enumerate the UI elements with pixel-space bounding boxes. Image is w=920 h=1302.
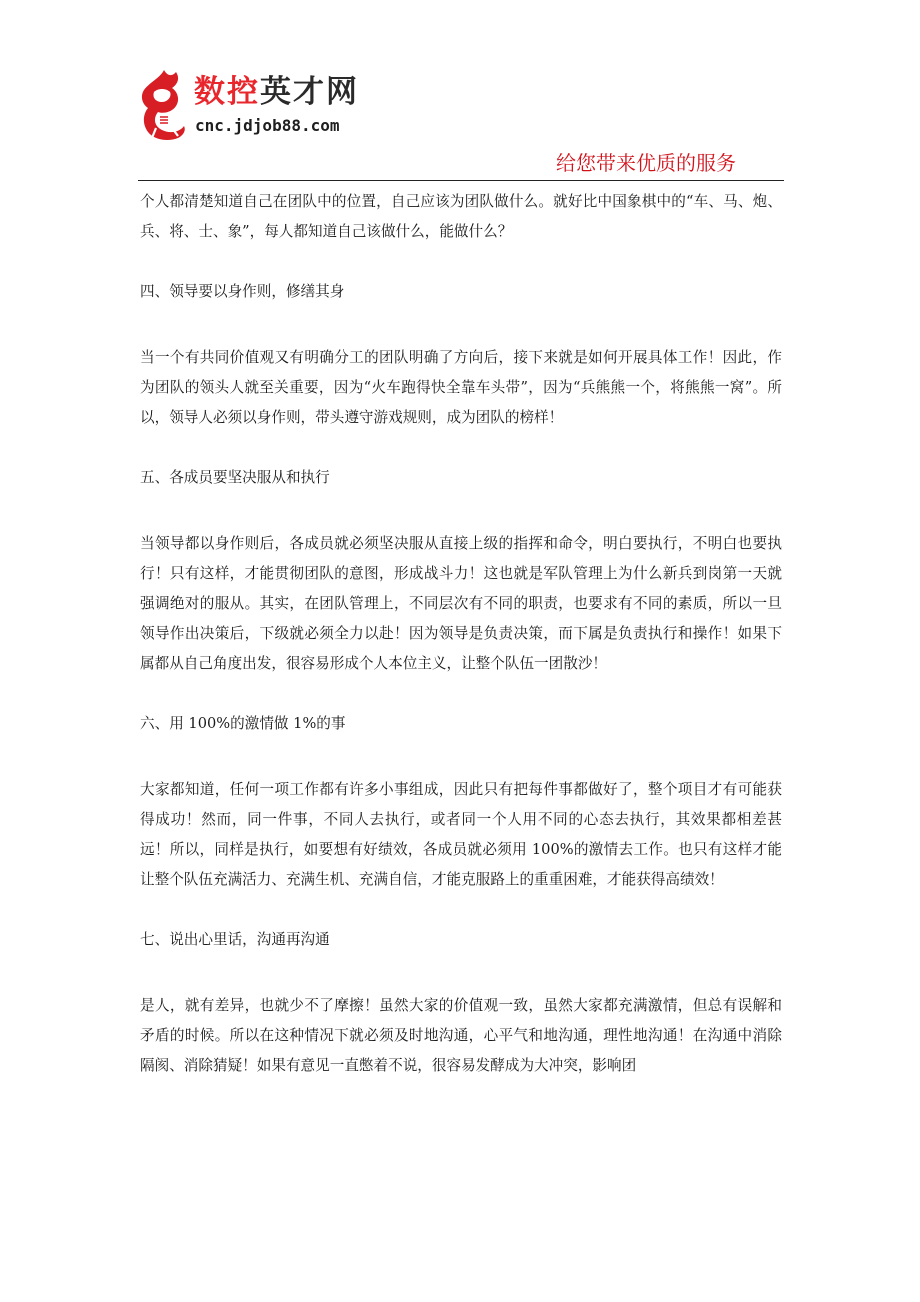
paragraph-section-6: 大家都知道，任何一项工作都有许多小事组成，因此只有把每件事都做好了，整个项目才有可能获得成功！然而，同一件事，不同人去执行，或者同一个人用不同的心态去执行，其效果都相差甚远！所以，同样是执行，如要想有好绩效，各成员就必须用 100%的激情去工作。也只有这样才能让整个队伍充满活力、充满生机、充满自信，才能克服路上的重重困难，才能获得高绩效！	[140, 781, 782, 888]
paragraph-section-5: 当领导都以身作则后，各成员就必须坚决服从直接上级的指挥和命令，明白要执行，不明白也要执行！只有这样，才能贯彻团队的意图，形成战斗力！这也就是军队管理上为什么新兵到岗第一天就强调绝对的服从。其实，在团队管理上，不同层次有不同的职责，也要求有不同的素质，所以一旦领导作出决策后，下级就必须全力以赴！因为领导是负责决策，而下属是负责执行和操作！如果下属都从自己角度出发，很容易形成个人本位主义，让整个队伍一团散沙！	[140, 535, 782, 672]
brand-name	[194, 74, 359, 110]
section-heading-5: 五、各成员要坚决服从和执行	[140, 469, 330, 486]
brand-name-part1: 数控	[194, 74, 260, 110]
brand-name-part2: 英才网	[260, 74, 359, 110]
section-heading-4: 四、领导要以身作则，修缮其身	[140, 283, 345, 300]
brand-url: cnc.jdjob88.com	[195, 116, 340, 135]
section-heading-6: 六、用 100%的激情做 1%的事	[140, 715, 346, 732]
section-heading-7: 七、说出心里话，沟通再沟通	[140, 931, 330, 948]
brand-logo-icon	[140, 68, 188, 144]
page-header	[0, 0, 920, 185]
document-body	[140, 187, 782, 1081]
paragraph-section-7: 是人，就有差异，也就少不了摩擦！虽然大家的价值观一致，虽然大家都充满激情，但总有误解和矛盾的时候。所以在这种情况下就必须及时地沟通，心平气和地沟通，理性地沟通！在沟通中消除隔阂、消除猜疑！如果有意见一直憋着不说，很容易发酵成为大冲突，影响团	[140, 997, 782, 1074]
slogan: 给您带来优质的服务	[556, 151, 736, 175]
header-divider	[138, 180, 784, 181]
paragraph-continued: 个人都清楚知道自己在团队中的位置，自己应该为团队做什么。就好比中国象棋中的“车、马、炮、兵、将、士、象”，每人都知道自己该做什么，能做什么？	[140, 193, 782, 240]
paragraph-section-4: 当一个有共同价值观又有明确分工的团队明确了方向后，接下来就是如何开展具体工作！因此，作为团队的领头人就至关重要，因为“火车跑得快全靠车头带”，因为“兵熊熊一个，将熊熊一窝”。所以，领导人必须以身作则，带头遵守游戏规则，成为团队的榜样！	[140, 349, 782, 426]
